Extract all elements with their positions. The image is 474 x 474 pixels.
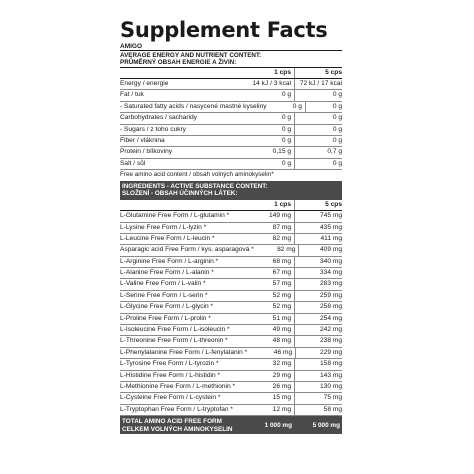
table-row xyxy=(120,393,342,404)
row-value-1cps: 0 g xyxy=(267,102,306,112)
row-name: Energy / energie xyxy=(120,80,169,87)
row-value-5cps: 238 mg xyxy=(320,337,342,345)
table-row xyxy=(120,405,342,416)
ingredient-column-header xyxy=(120,200,342,211)
table-row xyxy=(120,113,342,124)
table-row xyxy=(120,314,342,325)
ingredient-col1-header: 1 cps xyxy=(245,200,295,210)
table-row xyxy=(120,302,342,313)
row-name: L-Glycine Free Form / L-glycin * xyxy=(120,303,214,311)
table-row xyxy=(120,79,342,90)
table-row xyxy=(120,359,342,370)
row-value-1cps: 52 mg xyxy=(245,302,295,312)
row-value-1cps: 14 kJ / 3 kcal xyxy=(245,79,295,89)
row-name: Salt / sůl xyxy=(120,159,146,167)
row-value-1cps: 67 mg xyxy=(245,268,295,278)
table-row xyxy=(120,102,342,113)
ingredient-heading-en: INGREDIENTS - ACTIVE SUBSTANCE CONTENT: xyxy=(122,183,268,191)
row-value-1cps: 0 g xyxy=(245,136,295,146)
row-value-5cps: 334 mg xyxy=(320,269,342,277)
row-value-5cps: 745 mg xyxy=(320,212,342,220)
brand-name: AMIGO xyxy=(120,42,342,51)
row-value-5cps: 130 mg xyxy=(320,382,342,390)
row-value-1cps: 87 mg xyxy=(245,223,295,233)
row-name: Asparagic acid Free Form / kys. asparagová * xyxy=(120,246,254,254)
ingredient-section-heading xyxy=(120,181,342,200)
row-name: L-Glutamine Free Form / L-glutamin * xyxy=(120,212,230,220)
row-name: L-Phenylalanine Free Form / L-fenylalanin * xyxy=(120,348,248,356)
row-name: L-Threonine Free Form / L-threonin * xyxy=(120,337,228,345)
label-title: Supplement Facts xyxy=(120,18,328,42)
row-value-5cps: 72 kJ / 17 kcal xyxy=(299,80,342,87)
row-value-5cps: 435 mg xyxy=(320,223,342,231)
row-name: L-Alanine Free Form / L-alanin * xyxy=(120,269,214,277)
table-row xyxy=(120,125,342,136)
row-value-1cps: 12 mg xyxy=(245,405,295,415)
row-value-5cps: 411 mg xyxy=(320,234,342,242)
row-value-5cps: 0 g xyxy=(332,114,342,122)
table-row xyxy=(120,325,342,336)
nutrient-col1-header: 1 cps xyxy=(245,68,295,78)
table-row xyxy=(120,348,342,359)
row-value-5cps: 283 mg xyxy=(320,280,342,288)
amino-acid-note: Free amino acid content / obsah volných aminokyselin* xyxy=(120,171,274,179)
row-value-5cps: 0 g xyxy=(332,159,342,167)
row-value-1cps: 0 g xyxy=(245,125,295,135)
table-row xyxy=(120,223,342,234)
total-row xyxy=(120,416,342,434)
nutrient-heading-cz: PRŮMĚRNÝ OBSAH ENERGIE A ŽIVIN: xyxy=(120,59,237,66)
row-name: L-Isoleucine Free Form / L-isoleucin * xyxy=(120,326,230,334)
row-value-5cps: 258 mg xyxy=(320,303,342,311)
row-value-1cps: 68 mg xyxy=(245,257,295,267)
row-value-1cps: 15 mg xyxy=(245,393,295,403)
table-row xyxy=(120,382,342,393)
row-name: L-Tyrosine Free Form / L-tyrozin * xyxy=(120,360,219,368)
row-name: L-Methionine Free Form / L-methionin * xyxy=(120,382,236,390)
nutrient-col2-header: 5 cps xyxy=(325,69,342,76)
table-row xyxy=(120,90,342,101)
row-value-5cps: 409 mg xyxy=(320,246,342,254)
row-name: L-Valine Free Form / L-valin * xyxy=(120,280,206,288)
total-label-en: TOTAL AMINO ACID FREE FORM xyxy=(122,418,222,426)
table-row xyxy=(120,211,342,222)
row-value-1cps: 57 mg xyxy=(245,279,295,289)
row-name: L-Arginine Free Form / L-arginin * xyxy=(120,257,219,265)
nutrient-heading-en: AVERAGE ENERGY AND NUTRIENT CONTENT: xyxy=(120,52,262,59)
row-value-5cps: 0 g xyxy=(332,136,342,144)
row-value-5cps: 0 g xyxy=(332,102,342,110)
nutrient-table xyxy=(120,79,342,170)
row-name: L-Serine Free Form / L-serin * xyxy=(120,291,208,299)
table-row xyxy=(120,268,342,279)
row-name: Carbohydrates / sacharidy xyxy=(120,114,197,122)
row-value-1cps: 32 mg xyxy=(245,359,295,369)
row-value-5cps: 340 mg xyxy=(320,257,342,265)
row-name: L-Cysteine Free Form / L-cystein * xyxy=(120,394,221,402)
row-value-5cps: 143 mg xyxy=(320,371,342,379)
table-row xyxy=(120,336,342,347)
row-value-5cps: 158 mg xyxy=(320,360,342,368)
row-value-5cps: 0 g xyxy=(332,125,342,133)
table-row xyxy=(120,257,342,268)
row-name: - Saturated fatty acids / nasycené mastné kyseliny xyxy=(120,102,267,110)
row-value-1cps: 82 mg xyxy=(254,245,300,255)
row-name: Fiber / vláknina xyxy=(120,136,165,144)
table-row xyxy=(120,371,342,382)
row-name: L-Proline Free Form / L-prolin * xyxy=(120,314,211,322)
row-value-1cps: 52 mg xyxy=(245,291,295,301)
ingredient-table xyxy=(120,211,342,416)
ingredient-heading-cz: SLOŽENÍ - OBSAH ÚČINNÝCH LÁTEK: xyxy=(122,190,238,198)
nutrient-column-header xyxy=(120,68,342,79)
row-value-5cps: 0 g xyxy=(332,91,342,99)
nutrient-section-heading xyxy=(120,51,342,68)
row-value-1cps: 29 mg xyxy=(245,371,295,381)
row-value-1cps: 0 g xyxy=(245,90,295,100)
total-label-cz: CELKEM VOLNÝCH AMINOKYSELIN xyxy=(122,425,233,433)
table-row xyxy=(120,147,342,158)
row-value-5cps: 259 mg xyxy=(320,291,342,299)
table-row xyxy=(120,159,342,170)
row-value-5cps: 254 mg xyxy=(320,314,342,322)
row-value-1cps: 0 g xyxy=(245,159,295,169)
row-name: - Sugars / z toho cukry xyxy=(120,125,186,133)
row-value-1cps: 0 g xyxy=(245,113,295,123)
row-value-1cps: 0,15 g xyxy=(245,147,295,157)
row-value-5cps: 0,7 g xyxy=(327,148,342,156)
total-5cps: 5 000 mg xyxy=(312,422,340,430)
row-value-5cps: 75 mg xyxy=(323,394,342,402)
row-name: L-Tryptophan Free Form / L-tryptofan * xyxy=(120,405,233,413)
table-row xyxy=(120,245,342,256)
row-value-1cps: 149 mg xyxy=(245,211,295,221)
table-row xyxy=(120,136,342,147)
row-value-1cps: 48 mg xyxy=(245,336,295,346)
row-name: L-Lysine Free Form / L-lyzin * xyxy=(120,223,207,231)
row-value-5cps: 242 mg xyxy=(320,326,342,334)
row-value-5cps: 229 mg xyxy=(320,348,342,356)
table-row xyxy=(120,291,342,302)
supplement-facts-label xyxy=(120,18,342,434)
row-value-5cps: 58 mg xyxy=(323,405,342,413)
row-value-1cps: 26 mg xyxy=(245,382,295,392)
row-name: Fat / tuk xyxy=(120,91,144,99)
table-row xyxy=(120,234,342,245)
row-value-1cps: 51 mg xyxy=(245,314,295,324)
row-value-1cps: 82 mg xyxy=(245,234,295,244)
table-row xyxy=(120,279,342,290)
row-value-1cps: 46 mg xyxy=(247,348,296,358)
row-name: L-Histidine Free Form / L-histidin * xyxy=(120,371,221,379)
row-name: L-Leucine Free Form / L-leucin * xyxy=(120,234,215,242)
ingredient-col2-header: 5 cps xyxy=(325,201,342,209)
row-value-1cps: 49 mg xyxy=(245,325,295,335)
total-1cps: 1 000 mg xyxy=(264,422,292,430)
row-name: Protein / bílkoviny xyxy=(120,148,173,156)
